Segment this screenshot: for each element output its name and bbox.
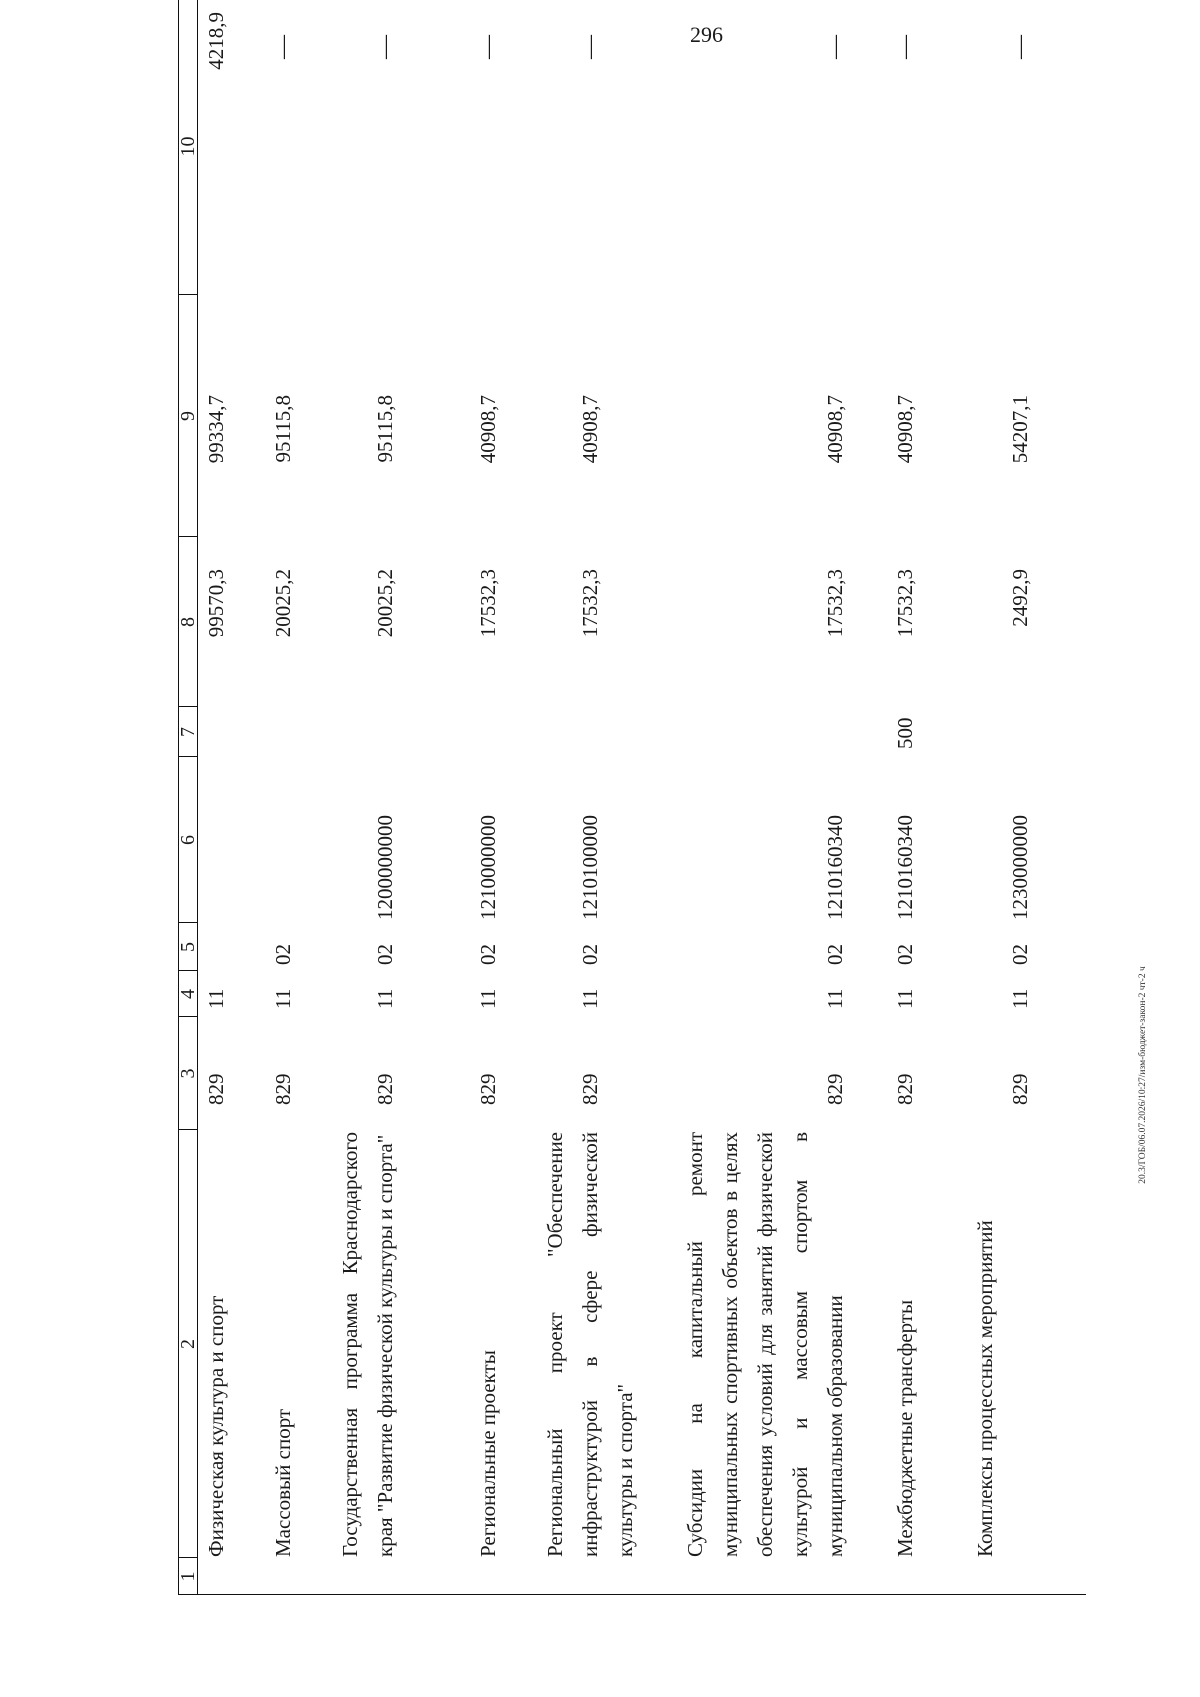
row-name: Государственная программа Краснодарского края "Развитие физической культуры и спорта" bbox=[338, 1132, 397, 1557]
cell-amount-10: 4218,9 bbox=[204, 12, 228, 70]
cell-ministry-code: 829 bbox=[271, 1073, 295, 1105]
column-header-3: 3 bbox=[177, 1068, 199, 1079]
table-border-left bbox=[178, 1594, 1086, 1595]
cell-amount-8: 99570,3 bbox=[204, 569, 228, 638]
cell-subsection: 02 bbox=[476, 944, 500, 965]
cell-section: 11 bbox=[578, 988, 602, 1009]
column-header-8: 8 bbox=[177, 617, 199, 627]
cell-amount-10: — bbox=[475, 35, 501, 59]
cell-amount-9: 95115,8 bbox=[373, 395, 397, 463]
cell-ministry-code: 829 bbox=[476, 1073, 500, 1105]
cell-amount-9: 95115,8 bbox=[271, 395, 295, 463]
cell-amount-10: — bbox=[892, 35, 918, 59]
cell-amount-8: 2492,9 bbox=[1008, 569, 1032, 627]
cell-target-article: 1230000000 bbox=[1008, 815, 1032, 920]
row-name: Региональные проекты bbox=[476, 1350, 500, 1557]
cell-amount-9: 40908,7 bbox=[893, 395, 917, 464]
cell-subsection: 02 bbox=[271, 944, 295, 965]
column-header-2: 2 bbox=[177, 1339, 199, 1349]
cell-amount-10: — bbox=[1007, 35, 1033, 59]
cell-subsection: 02 bbox=[1008, 944, 1032, 965]
column-header-10: 10 bbox=[177, 136, 199, 157]
row-name: Комплексы процессных мероприятий bbox=[973, 1220, 997, 1557]
cell-subsection: 02 bbox=[823, 944, 847, 965]
cell-amount-10: — bbox=[372, 35, 398, 59]
cell-amount-9: 99334,7 bbox=[204, 395, 228, 464]
cell-amount-8: 20025,2 bbox=[271, 569, 295, 638]
cell-amount-8: 17532,3 bbox=[578, 569, 602, 638]
column-header-9: 9 bbox=[177, 411, 199, 421]
side-stamp: 20.3/ГОБ/06.07.2026/10:27/изм-бюджет-закон-2 чт-2 ч bbox=[1138, 966, 1148, 1184]
column-header-6: 6 bbox=[177, 835, 199, 845]
cell-amount-9: 54207,1 bbox=[1008, 395, 1032, 464]
cell-ministry-code: 829 bbox=[373, 1073, 397, 1105]
cell-ministry-code: 829 bbox=[204, 1073, 228, 1105]
cell-ministry-code: 829 bbox=[578, 1073, 602, 1105]
cell-subsection: 02 bbox=[373, 944, 397, 965]
page-number: 296 bbox=[690, 22, 723, 47]
row-name: Субсидии на капитальный ремонт муниципальных спортивных объектов в целях обеспечения условий для занятий физической культурой и массовым спортом в муниципальном образовании bbox=[683, 1132, 847, 1557]
cell-section: 11 bbox=[893, 988, 917, 1009]
cell-amount-10: — bbox=[270, 35, 296, 59]
cell-amount-8: 17532,3 bbox=[476, 569, 500, 638]
cell-amount-10: — bbox=[822, 35, 848, 59]
budget-table bbox=[178, 0, 1086, 1595]
row-name: Физическая культура и спорт bbox=[204, 1295, 228, 1557]
cell-amount-8: 17532,3 bbox=[893, 569, 917, 638]
cell-section: 11 bbox=[373, 988, 397, 1009]
cell-section: 11 bbox=[204, 988, 228, 1009]
cell-ministry-code: 829 bbox=[893, 1073, 917, 1105]
cell-target-article: 1210000000 bbox=[476, 815, 500, 920]
cell-target-article: 1210100000 bbox=[578, 815, 602, 920]
row-name: Массовый спорт bbox=[271, 1408, 295, 1557]
cell-section: 11 bbox=[823, 988, 847, 1009]
cell-target-article: 1210160340 bbox=[893, 815, 917, 920]
cell-ministry-code: 829 bbox=[1008, 1073, 1032, 1105]
cell-subsection: 02 bbox=[578, 944, 602, 965]
cell-ministry-code: 829 bbox=[823, 1073, 847, 1105]
cell-amount-8: 17532,3 bbox=[823, 569, 847, 638]
row-name: Межбюджетные трансферты bbox=[893, 1299, 917, 1557]
column-header-4: 4 bbox=[177, 989, 199, 999]
column-header-1: 1 bbox=[177, 1571, 199, 1582]
cell-expense-type: 500 bbox=[893, 717, 917, 749]
column-header-7: 7 bbox=[177, 727, 199, 737]
cell-section: 11 bbox=[1008, 988, 1032, 1009]
cell-section: 11 bbox=[476, 988, 500, 1009]
cell-amount-9: 40908,7 bbox=[578, 395, 602, 464]
cell-section: 11 bbox=[271, 988, 295, 1009]
cell-amount-9: 40908,7 bbox=[823, 395, 847, 464]
cell-amount-9: 40908,7 bbox=[476, 395, 500, 464]
row-name: Региональный проект "Обеспечение инфраструктурой в сфере физической культуры и спорта" bbox=[543, 1132, 637, 1557]
cell-amount-10: — bbox=[577, 35, 603, 59]
column-header-5: 5 bbox=[177, 942, 199, 952]
cell-target-article: 1200000000 bbox=[373, 815, 397, 920]
cell-subsection: 02 bbox=[893, 944, 917, 965]
cell-target-article: 1210160340 bbox=[823, 815, 847, 920]
cell-amount-8: 20025,2 bbox=[373, 569, 397, 638]
